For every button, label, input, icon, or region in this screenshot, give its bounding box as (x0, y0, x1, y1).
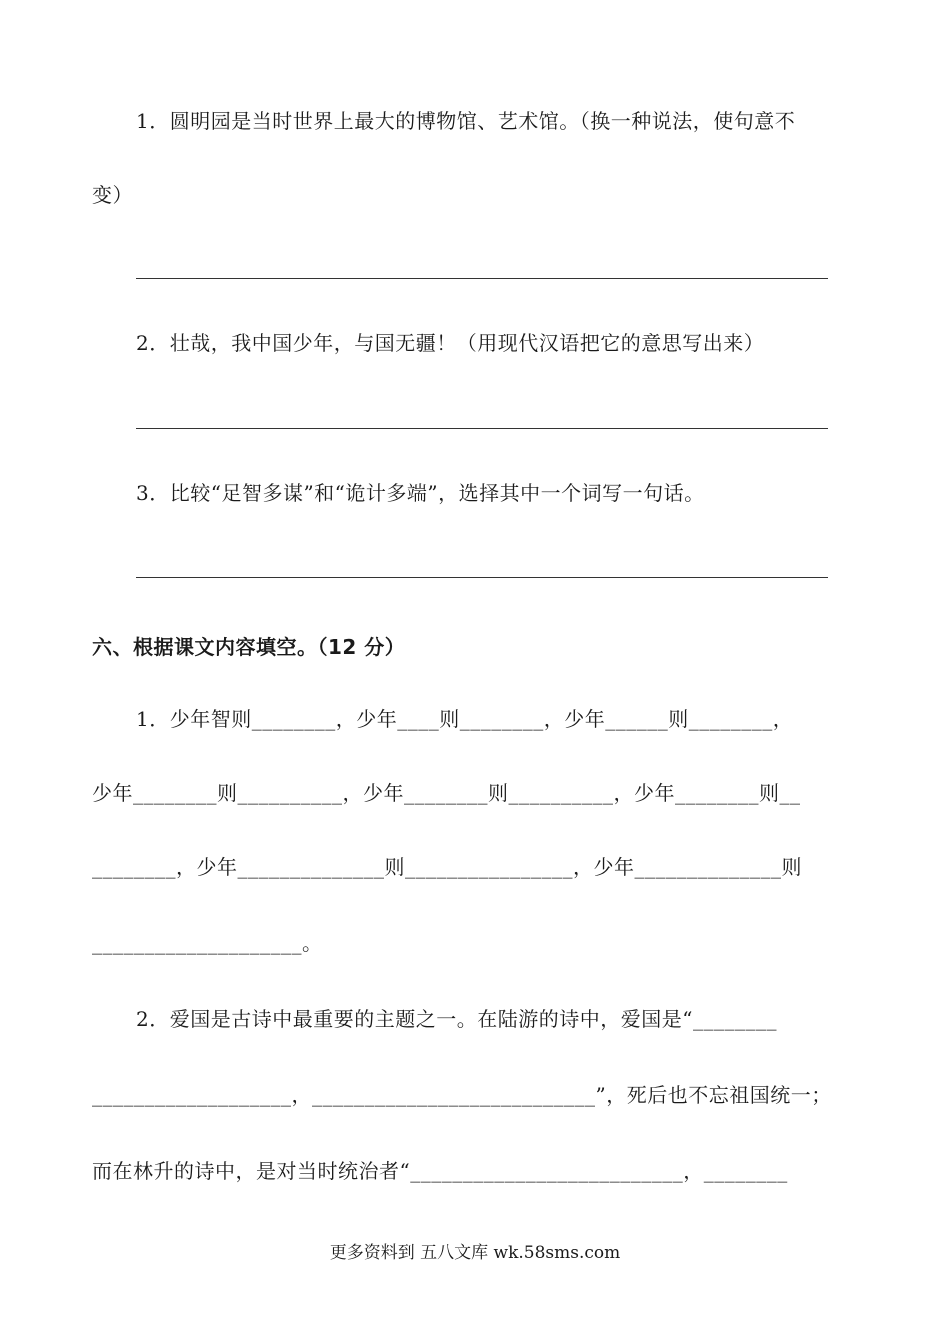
answer-line-a3 (136, 577, 828, 578)
answer-line-a1 (136, 278, 828, 279)
section-6-title: 六、根据课文内容填空。（12 分） (92, 635, 406, 659)
question-a3: 3．比较“足智多谋”和“诡计多端”，选择其中一个词写一句话。 (136, 481, 705, 505)
section6-q1-line3: ________，少年______________则________________，少年______________则 (92, 855, 802, 879)
question-a2: 2．壮哉，我中国少年，与国无疆！（用现代汉语把它的意思写出来） (136, 331, 765, 355)
answer-line-a2 (136, 428, 828, 429)
section6-q1-line4: ____________________。 (92, 931, 323, 955)
section6-q1-line1: 1．少年智则________，少年____则________，少年______则________， (136, 707, 794, 731)
section6-q2-line1: 2．爱国是古诗中最重要的主题之一。在陆游的诗中，爱国是“________ (136, 1007, 777, 1031)
question-a1-line2: 变） (92, 183, 133, 207)
section6-q2-line3: 而在林升的诗中，是对当时统治者“__________________________，________ (92, 1159, 788, 1183)
question-a1-line1: 1．圆明园是当时世界上最大的博物馆、艺术馆。（换一种说法，使句意不 (136, 109, 796, 133)
section6-q2-line2: ___________________，___________________________”，死后也不忘祖国统一； (92, 1083, 832, 1107)
page-footer: 更多资料到 五八文库 wk.58sms.com (329, 1243, 621, 1263)
section6-q1-line2: 少年________则__________，少年________则__________，少年________则__ (92, 781, 801, 805)
